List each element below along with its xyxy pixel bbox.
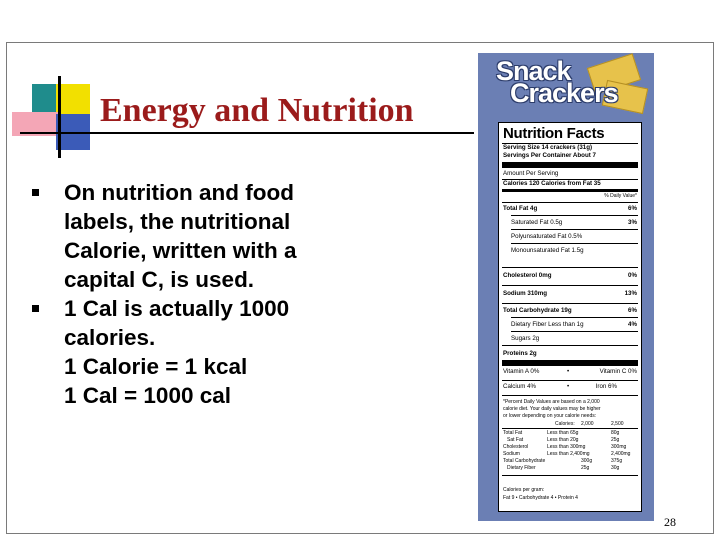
- footnote-cell: Total Fat: [503, 430, 523, 436]
- conversion-line: 1 Cal = 1000 cal: [64, 383, 232, 408]
- bullet-list: [30, 178, 350, 410]
- divider: [502, 395, 638, 396]
- servings-per-container: Servings Per Container About 7: [503, 152, 596, 159]
- nutrient-label: Cholesterol 0mg: [503, 272, 552, 279]
- nutrient-label: Dietary Fiber Less than 1g: [511, 321, 584, 328]
- vitamin-separator: •: [567, 383, 570, 390]
- divider: [502, 360, 638, 366]
- footnote-cell: 80g: [611, 430, 620, 436]
- calories-per-gram-title: Calories per gram:: [503, 487, 545, 493]
- nutrient-dv: 6%: [628, 205, 637, 212]
- footnote-cell: 25g: [611, 437, 620, 443]
- footnote-cell: Less than 2,400mg: [547, 451, 590, 457]
- nutrition-facts-panel: [498, 122, 642, 512]
- divider: [502, 267, 638, 268]
- divider: [511, 229, 638, 230]
- nutrient-label: Saturated Fat 0.5g: [511, 219, 563, 226]
- bullet-square-icon: [32, 305, 39, 312]
- brand-name: Snack: [496, 56, 571, 86]
- footnote-cell: 375g: [611, 458, 623, 464]
- vitamin-left: Calcium 4%: [503, 383, 537, 390]
- footnote-cell: Less than 65g: [547, 430, 579, 436]
- divider: [502, 380, 638, 381]
- bullet-item: [30, 178, 350, 294]
- serving-size: Serving Size 14 crackers (31g): [503, 144, 593, 151]
- divider: [502, 303, 638, 304]
- footnote-cell: Sodium: [503, 451, 520, 457]
- divider: [511, 215, 638, 216]
- divider: [511, 243, 638, 244]
- divider: [502, 202, 638, 203]
- divider: [511, 331, 638, 332]
- footnote-header: 2,000: [581, 421, 594, 427]
- slide-title: Energy and Nutrition: [100, 92, 414, 129]
- footnote-cell: 300mg: [611, 444, 627, 450]
- nutrient-label: Proteins 2g: [503, 350, 537, 357]
- nutrient-dv: 6%: [628, 307, 637, 314]
- nutrient-label: Monounsaturated Fat 1.5g: [511, 247, 584, 254]
- footnote-cell: 2,400mg: [611, 451, 631, 457]
- divider: [502, 475, 638, 476]
- decor-line-vertical: [58, 76, 61, 158]
- divider: [511, 317, 638, 318]
- footnote-line: *Percent Daily Values are based on a 2,000: [503, 399, 600, 405]
- bullet-square-icon: [32, 189, 39, 196]
- footnote-cell: Total Carbohydrate: [503, 458, 546, 464]
- divider: [502, 428, 638, 429]
- divider: [502, 285, 638, 286]
- daily-value-header: % Daily Value*: [604, 193, 637, 199]
- footnote-cell: Less than 300mg: [547, 444, 586, 450]
- footnote-cell: Less than 20g: [547, 437, 579, 443]
- nutrient-dv: 0%: [628, 272, 637, 279]
- nutrient-label: Sugars 2g: [511, 335, 540, 342]
- divider: [502, 345, 638, 346]
- brand-name: Crackers: [510, 78, 618, 108]
- bullet-text: 1 Cal is actually 1000 calories.: [64, 296, 290, 350]
- bullet-text: On nutrition and food labels, the nutritional Calorie, written with a capital C, is used.: [64, 180, 297, 292]
- footnote-cell: Cholesterol: [503, 444, 529, 450]
- footnote-cell: 25g: [581, 465, 590, 471]
- nutrient-label: Total Fat 4g: [503, 205, 538, 212]
- nutrient-label: Polyunsaturated Fat 0.5%: [511, 233, 583, 240]
- amount-per-serving: Amount Per Serving: [503, 170, 559, 177]
- footnote-cell: 30g: [611, 465, 620, 471]
- vitamin-right: Vitamin C 0%: [599, 368, 637, 375]
- calories-line: Calories 120 Calories from Fat 35: [503, 180, 601, 187]
- bullet-item: [30, 294, 350, 352]
- footnote-cell: Sat Fat: [507, 437, 524, 443]
- divider: [502, 162, 638, 168]
- footnote-line: calorie diet. Your daily values may be higher: [503, 406, 601, 412]
- calories-per-gram: Fat 9 • Carbohydrate 4 • Protein 4: [503, 495, 578, 501]
- nutrition-facts-title: Nutrition Facts: [503, 125, 605, 142]
- nutrient-dv: 3%: [628, 219, 637, 226]
- nutrient-dv: 4%: [628, 321, 637, 328]
- vitamin-right: Iron 6%: [595, 383, 617, 390]
- nutrient-label: Total Carbohydrate 19g: [503, 307, 572, 314]
- page-number: 28: [664, 515, 676, 529]
- footnote-cell: Dietary Fiber: [507, 465, 536, 471]
- nutrient-dv: 13%: [624, 290, 637, 297]
- decor-block-yellow: [56, 84, 90, 116]
- footnote-cell: 300g: [581, 458, 593, 464]
- vitamin-separator: •: [567, 368, 570, 375]
- decor-line-horizontal: [20, 132, 474, 134]
- divider: [502, 189, 638, 192]
- nutrient-label: Sodium 310mg: [503, 290, 548, 297]
- footnote-line: or lower depending on your calorie needs:: [503, 413, 597, 419]
- conversion-line: 1 Calorie = 1 kcal: [64, 354, 248, 379]
- vitamin-left: Vitamin A 0%: [503, 368, 540, 375]
- footnote-header: Calories:: [555, 421, 575, 427]
- footnote-header: 2,500: [611, 421, 624, 427]
